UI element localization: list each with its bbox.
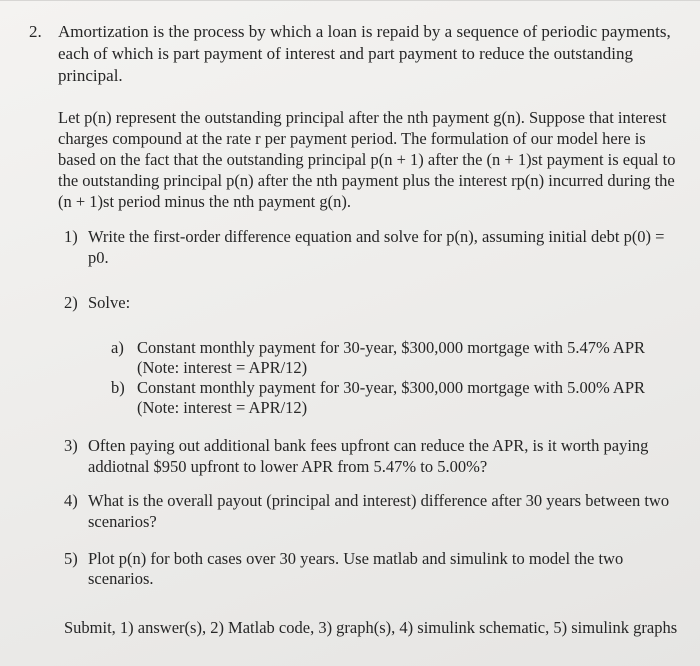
item-4-line-1: What is the overall payout (principal and interest) difference after 30 years between two <box>88 491 670 510</box>
item-2-label: 2) <box>64 293 78 312</box>
item-2b-label: b) <box>111 378 125 397</box>
item-1-line-2: p0. <box>88 248 109 267</box>
model-line-1: Let p(n) represent the outstanding principal after the nth payment g(n). Suppose that interest <box>58 108 667 127</box>
item-5-line-2: scenarios. <box>88 569 154 588</box>
model-line-2: charges compound at the rate r per payment period. The formulation of our model here is <box>58 129 646 148</box>
item-2a-line-2: (Note: interest = APR/12) <box>137 358 308 377</box>
intro-line-2: each of which is part payment of interest and part payment to reduce the outstanding <box>58 44 633 63</box>
model-line-5: (n + 1)st period minus the nth payment g(n). <box>58 192 351 211</box>
item-4-label: 4) <box>64 491 78 510</box>
intro-line-3: principal. <box>58 66 123 85</box>
model-line-4: the outstanding principal p(n) after the nth payment plus the interest rp(n) incurred during the <box>58 171 675 190</box>
item-3-line-2: addiotnal $950 upfront to lower APR from 5.47% to 5.00%? <box>88 457 488 476</box>
item-1-label: 1) <box>64 227 78 246</box>
item-4-line-2: scenarios? <box>88 512 157 531</box>
item-2a-label: a) <box>111 338 124 357</box>
item-3-line-1: Often paying out additional bank fees upfront can reduce the APR, is it worth paying <box>88 436 649 455</box>
item-2a-line-1: Constant monthly payment for 30-year, $300,000 mortgage with 5.47% APR <box>137 338 646 357</box>
item-2b-line-1: Constant monthly payment for 30-year, $300,000 mortgage with 5.00% APR <box>137 378 646 397</box>
submit-instructions: Submit, 1) answer(s), 2) Matlab code, 3) graph(s), 4) simulink schematic, 5) simulink graphs <box>64 618 678 637</box>
item-3-label: 3) <box>64 436 78 455</box>
intro-line-1: Amortization is the process by which a loan is repaid by a sequence of periodic payments, <box>58 22 671 41</box>
item-2b-line-2: (Note: interest = APR/12) <box>137 398 308 417</box>
problem-number: 2. <box>29 22 42 41</box>
item-5-label: 5) <box>64 549 78 568</box>
item-1-line-1: Write the first-order difference equation and solve for p(n), assuming initial debt p(0) = <box>88 227 665 246</box>
item-2-line-1: Solve: <box>88 293 131 312</box>
top-border <box>0 0 700 1</box>
model-line-3: based on the fact that the outstanding principal p(n + 1) after the (n + 1)st payment is equal to <box>58 150 676 169</box>
item-5-line-1: Plot p(n) for both cases over 30 years. Use matlab and simulink to model the two <box>88 549 624 568</box>
